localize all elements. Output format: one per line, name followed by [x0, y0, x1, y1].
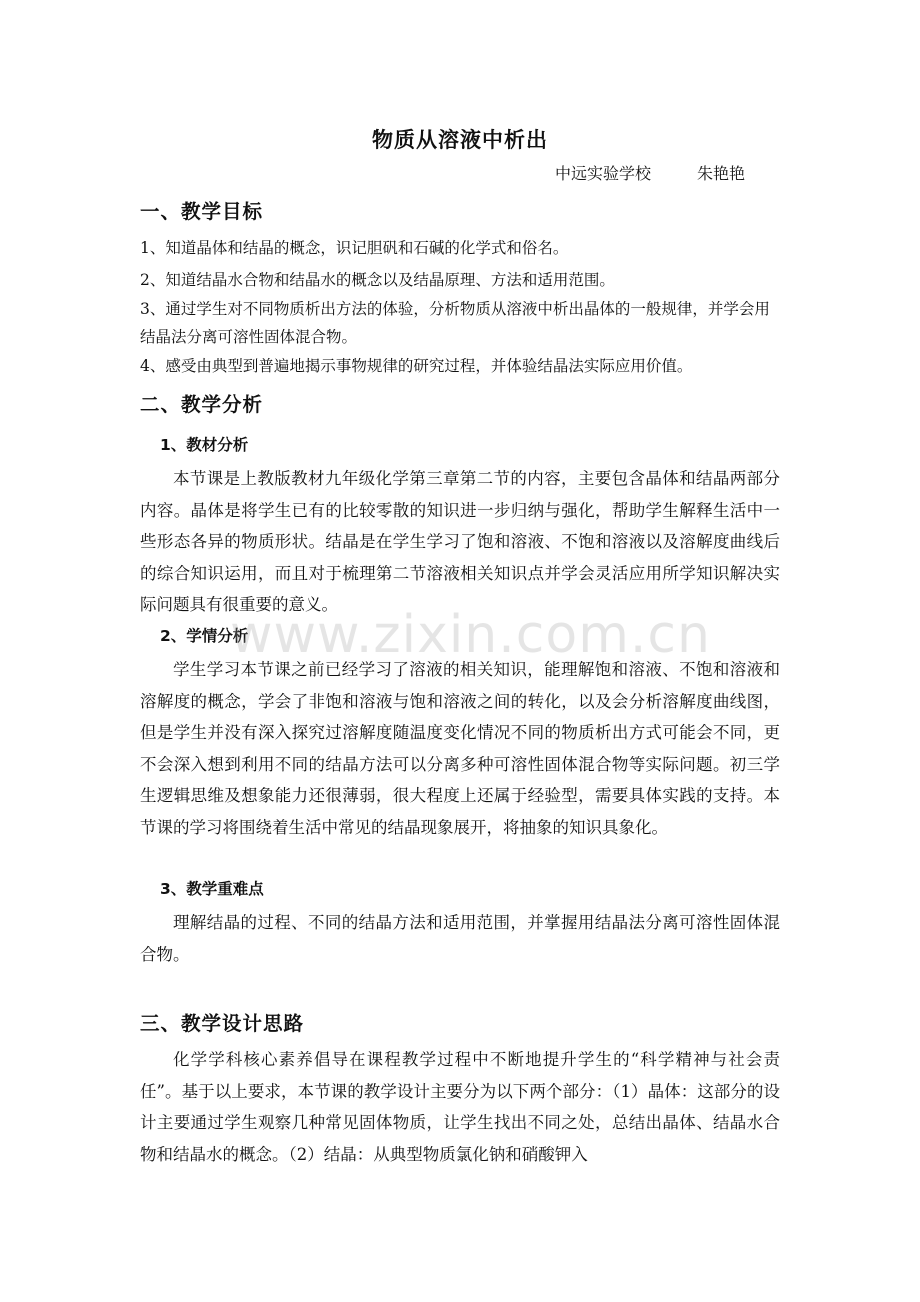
subheading-student-analysis: 2、学情分析 [160, 627, 249, 645]
goal-item-4: 4、感受由典型到普遍地揭示事物规律的研究过程，并体验结晶法实际应用价值。 [140, 357, 693, 375]
goal-item-3: 3、通过学生对不同物质析出方法的体验，分析物质从溶液中析出晶体的一般规律，并学会用结晶法分离可溶性固体混合物。 [140, 300, 770, 346]
paragraph-design: 化学学科核心素养倡导在课程教学过程中不断地提升学生的“科学精神与社会责任”。基于以上要求，本节课的教学设计主要分为以下两个部分：（1）晶体：这部分的设计主要通过学生观察几种常见固体物质，让学生找出不同之处，总结出晶体、结晶水合物和结晶水的概念。（2）结晶：从典型物质氯化钠和硝酸钾入 [140, 1050, 780, 1164]
paragraph-textbook-analysis: 本节课是上教版教材九年级化学第三章第二节的内容，主要包含晶体和结晶两部分内容。晶体是将学生已有的比较零散的知识进一步归纳与强化，帮助学生解释生活中一些形态各异的物质形状。结晶是在学生学习了饱和溶液、不饱和溶液以及溶解度曲线后的综合知识运用，而且对于梳理第二节溶液相关知识点并学会灵活应用所学知识解决实际问题具有很重要的意义。 [140, 469, 780, 614]
watermark: www.zixin.com.cn [230, 605, 711, 665]
subheading-textbook-analysis: 1、教材分析 [160, 436, 249, 454]
author-name: 朱艳艳 [697, 164, 746, 183]
byline [555, 161, 745, 184]
goal-item-2: 2、知道结晶水合物和结晶水的概念以及结晶原理、方法和适用范围。 [140, 271, 615, 289]
document-title: 物质从溶液中析出 [372, 128, 548, 152]
school-name: 中远实验学校 [555, 164, 652, 183]
goal-item-1: 1、知道晶体和结晶的概念，识记胆矾和石碱的化学式和俗名。 [140, 239, 569, 257]
section-heading-design: 三、教学设计思路 [140, 1012, 305, 1035]
section-heading-goals: 一、教学目标 [140, 200, 264, 223]
paragraph-key-points: 理解结晶的过程、不同的结晶方法和适用范围，并掌握用结晶法分离可溶性固体混合物。 [140, 913, 780, 964]
paragraph-student-analysis: 学生学习本节课之前已经学习了溶液的相关知识，能理解饱和溶液、不饱和溶液和溶解度的概念，学会了非饱和溶液与饱和溶液之间的转化，以及会分析溶解度曲线图，但是学生并没有深入探究过溶解度随温度变化情况不同的物质析出方式可能会不同，更不会深入想到利用不同的结晶方法可以分离多种可溶性固体混合物等实际问题。初三学生逻辑思维及想象能力还很薄弱，很大程度上还属于经验型，需要具体实践的支持。本节课的学习将围绕着生活中常见的结晶现象展开，将抽象的知识具象化。 [140, 660, 780, 837]
subheading-key-points: 3、教学重难点 [160, 880, 264, 898]
section-heading-analysis: 二、教学分析 [140, 393, 264, 416]
